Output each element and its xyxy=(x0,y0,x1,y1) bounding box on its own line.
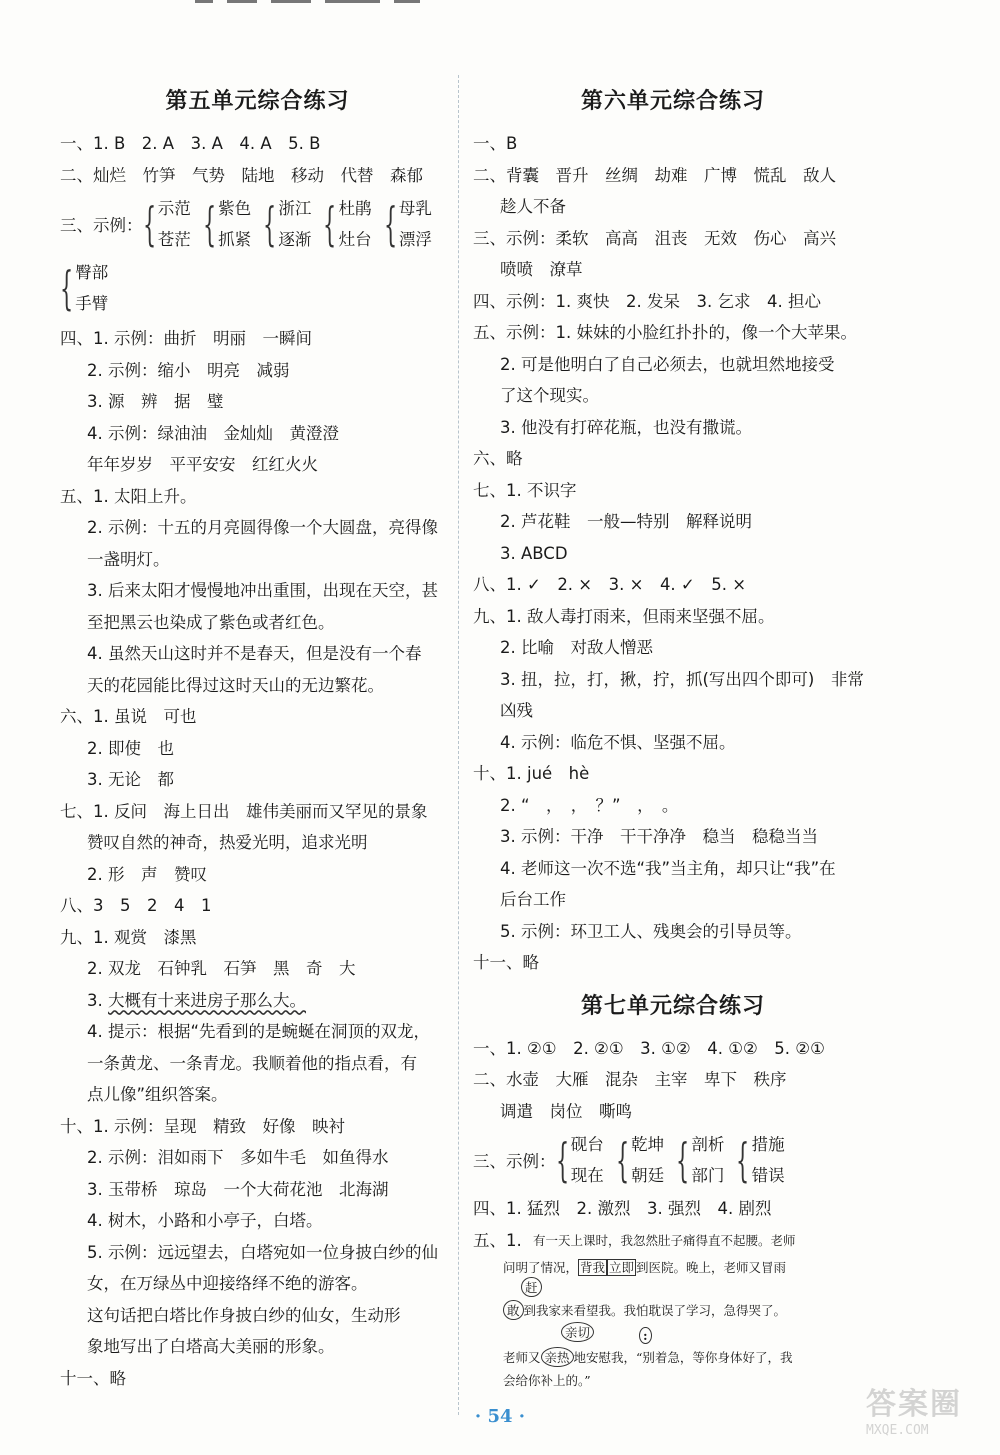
answer-line: 3. ABCD xyxy=(500,543,568,563)
answer-line: 二、背囊 晋升 丝绸 劫难 广博 慌乱 敌人 xyxy=(473,165,836,185)
watermark-logo: 答案圈 MXQE.COM xyxy=(866,1387,962,1438)
answer-line: 3. 无论 都 xyxy=(87,770,174,789)
answer-line: 五、示例：1. 妹妹的小脸红扑扑的，像一个大苹果。 xyxy=(473,323,857,342)
brace-pair: { 措施 错误 xyxy=(736,1133,785,1187)
answer-line: 一条黄龙、一条青龙。我顺着他的指点看，有 xyxy=(87,1053,417,1073)
answer-line: 赞叹自然的神奇，热爱光明，追求光明 xyxy=(87,833,368,852)
answer-line: 调遣 岗位 嘶鸣 xyxy=(500,1101,632,1121)
answer-label: 三、示例： xyxy=(473,1152,556,1171)
top-scan-marks xyxy=(195,0,445,4)
wavy-underlined-sentence: 大概有十来进房子那么大。 xyxy=(108,990,306,1010)
circled-word: 敢 xyxy=(503,1300,524,1320)
answer-line: 一、B xyxy=(473,134,518,153)
answer-line: 点儿像”组织答案。 xyxy=(87,1085,228,1104)
brace-pair: { 砚台 现在 xyxy=(555,1133,604,1187)
answer-line: 一、1. B 2. A 3. A 4. A 5. B xyxy=(60,134,321,153)
answer-line: 十一、略 xyxy=(60,1368,126,1388)
answer-line: 七、1. 反问 海上日出 雄伟美丽而又罕见的景象 xyxy=(60,801,428,821)
answer-line: 十、1. jué hè xyxy=(473,764,590,783)
brace-pairs-row xyxy=(60,193,455,255)
passage-line: 有一天上课时，我忽然肚子痛得直不起腰。老师 xyxy=(533,1232,796,1248)
page-number: · 54 · xyxy=(474,1406,526,1427)
answer-line: 年年岁岁 平平安安 红红火火 xyxy=(87,455,318,474)
unit5-title: 第五单元综合练习 xyxy=(165,89,350,114)
answer-line: 3. 他没有打碎花瓶，也没有撒谎。 xyxy=(500,417,752,437)
answer-label: 三、示例： xyxy=(60,216,143,235)
answer-line: 5. 示例：环卫工人、残奥会的引导员等。 xyxy=(500,921,802,941)
answer-line: 4. 老师这一次不选“我”当主角，却只让“我”在 xyxy=(500,858,836,878)
passage-line: 敢 到我家来看望我。我怕耽误了学习，急得哭了。 xyxy=(503,1300,786,1320)
answer-line: 五、1. 太阳上升。 xyxy=(60,486,197,506)
answer-line: 象地写出了白塔高大美丽的形象。 xyxy=(87,1337,335,1356)
unit7-title: 第七单元综合练习 xyxy=(580,993,765,1019)
answer-line: 一盏明灯。 xyxy=(87,549,170,569)
answer-line: 4. 虽然天山这时并不是春天，但是没有一个春 xyxy=(87,644,422,663)
brace-pair: { 紫色 抓紧 xyxy=(202,197,252,251)
brace-pair: { 臀部 手臂 xyxy=(60,261,109,315)
answer-line: 四、1. 猛烈 2. 激烈 3. 强烈 4. 剧烈 xyxy=(473,1199,772,1218)
answer-line: 九、1. 敌人毒打雨来，但雨来坚强不屈。 xyxy=(473,606,775,626)
answer-line: 二、水壶 大雁 混杂 主宰 卑下 秩序 xyxy=(473,1070,787,1089)
brace-pair: { 母乳 漂浮 xyxy=(383,197,432,251)
answer-line: 九、1. 观赏 漆黑 xyxy=(60,927,197,947)
answer-line: 七、1. 不识字 xyxy=(473,480,577,500)
inserted-correction: : xyxy=(639,1327,652,1344)
column-divider xyxy=(458,75,459,1415)
answer-line: 八、1. ✓ 2. × 3. × 4. ✓ 5. × xyxy=(473,575,747,594)
answer-line: 趁人不备 xyxy=(500,197,566,216)
brace-pair: { 剖析 部门 xyxy=(676,1133,725,1187)
right-column xyxy=(473,86,873,1395)
answer-line: 5. 示例：远远望去，白塔宛如一位身披白纱的仙 xyxy=(87,1242,438,1262)
passage-line: 会给你补上的。” xyxy=(503,1372,591,1388)
answer-line: 了这个现实。 xyxy=(500,386,599,405)
answer-line: 2. 示例：十五的月亮圆得像一个大圆盘，亮得像 xyxy=(87,518,438,537)
answer-line: 喷喷 潦草 xyxy=(500,260,583,279)
answer-line: 二、灿烂 竹笋 气势 陆地 移动 代替 森郁 xyxy=(60,165,423,185)
answer-line: 一、1. ②① 2. ②① 3. ①② 4. ①② 5. ②① xyxy=(473,1038,825,1058)
answer-line: 十一、略 xyxy=(473,953,539,972)
boxed-word: 立即 xyxy=(609,1259,635,1275)
answer-line: 2. 比喻 对敌人憎恶 xyxy=(500,638,653,657)
inserted-correction: 亲切 xyxy=(561,1322,594,1342)
answer-line: 3. 扭，拉，打，揪，拧，抓(写出四个即可) 非常 xyxy=(500,669,864,689)
answer-line: 3. 大概有十来进房子那么大。 xyxy=(87,990,306,1010)
brace-pair: { 乾坤 朝廷 xyxy=(615,1133,665,1187)
answer-line: 天的花园能比得过这时天山的无边繁花。 xyxy=(87,675,384,695)
circled-word: 亲热 xyxy=(541,1347,574,1367)
answer-line: 四、示例：1. 爽快 2. 发呆 3. 乞求 4. 担心 xyxy=(473,291,821,311)
brace-pair: { 示范 苍茫 xyxy=(142,197,191,251)
answer-line: 2. “ ， ， ？” ， 。 xyxy=(500,795,679,815)
passage-line: 问明了情况， 背我 立即 到医院。晚上，老师又冒雨 xyxy=(503,1259,787,1275)
answer-line: 3. 示例：干净 干干净净 稳当 稳稳当当 xyxy=(500,827,818,846)
answer-line: 4. 树木，小路和小亭子，白塔。 xyxy=(87,1211,323,1230)
answer-line: 四、1. 示例：曲折 明丽 一瞬间 xyxy=(60,329,312,348)
brace-pairs-row xyxy=(473,1129,873,1191)
left-column xyxy=(60,86,455,1394)
answer-line: 3. 后来太阳才慢慢地冲出重围，出现在天空，甚 xyxy=(87,581,438,600)
answer-line: 2. 示例：泪如雨下 多如牛毛 如鱼得水 xyxy=(87,1148,389,1167)
answer-line: 2. 形 声 赞叹 xyxy=(87,864,207,884)
unit6-title: 第六单元综合练习 xyxy=(580,89,765,114)
answer-line: 六、略 xyxy=(473,449,523,468)
boxed-word: 背我 xyxy=(580,1259,606,1275)
passage-line: 老师又 亲热 地安慰我，“别着急，等你身体好了，我 xyxy=(503,1347,792,1367)
answer-line: 2. 可是他明白了自己必须去，也就坦然地接受 xyxy=(500,354,835,374)
answer-line: 女，在万绿丛中迎接络绎不绝的游客。 xyxy=(87,1274,368,1293)
answer-line: 2. 即使 也 xyxy=(87,738,174,758)
answer-line: 4. 提示：根据“先看到的是蜿蜒在洞顶的双龙， xyxy=(87,1022,431,1041)
answer-line: 3. 源 辨 据 璧 xyxy=(87,392,224,411)
answer-line: 4. 示例：临危不惧、坚强不屈。 xyxy=(500,732,736,752)
answer-line: 3. 玉带桥 琼岛 一个大荷花池 北海湖 xyxy=(87,1179,389,1199)
answer-label: 五、1. xyxy=(473,1230,522,1250)
inserted-correction: 赶 xyxy=(521,1277,542,1297)
answer-line: 三、示例：柔软 高高 沮丧 无效 伤心 高兴 xyxy=(473,228,836,248)
answer-line: 凶残 xyxy=(500,701,533,720)
answer-line: 十、1. 示例：呈现 精致 好像 映衬 xyxy=(60,1116,345,1136)
answer-line: 后台工作 xyxy=(500,890,566,909)
answer-line: 六、1. 虽说 可也 xyxy=(60,707,197,726)
answer-line: 2. 芦花鞋 一般—特别 解释说明 xyxy=(500,512,752,531)
answer-line: 至把黑云也染成了紫色或者红色。 xyxy=(87,612,335,632)
proofreading-figure xyxy=(473,1225,883,1395)
answer-line: 八、3 5 2 4 1 xyxy=(60,896,212,915)
brace-pairs-row xyxy=(60,257,455,319)
answer-line: 这句话把白塔比作身披白纱的仙女，生动形 xyxy=(87,1305,401,1325)
answer-line: 4. 示例：绿油油 金灿灿 黄澄澄 xyxy=(87,423,339,443)
brace-pair: { 浙江 逐渐 xyxy=(263,197,312,251)
answer-line: 2. 双龙 石钟乳 石笋 黑 奇 大 xyxy=(87,959,356,978)
brace-pair: { 杜鹃 灶台 xyxy=(323,197,372,251)
answer-line: 2. 示例：缩小 明亮 减弱 xyxy=(87,360,290,380)
